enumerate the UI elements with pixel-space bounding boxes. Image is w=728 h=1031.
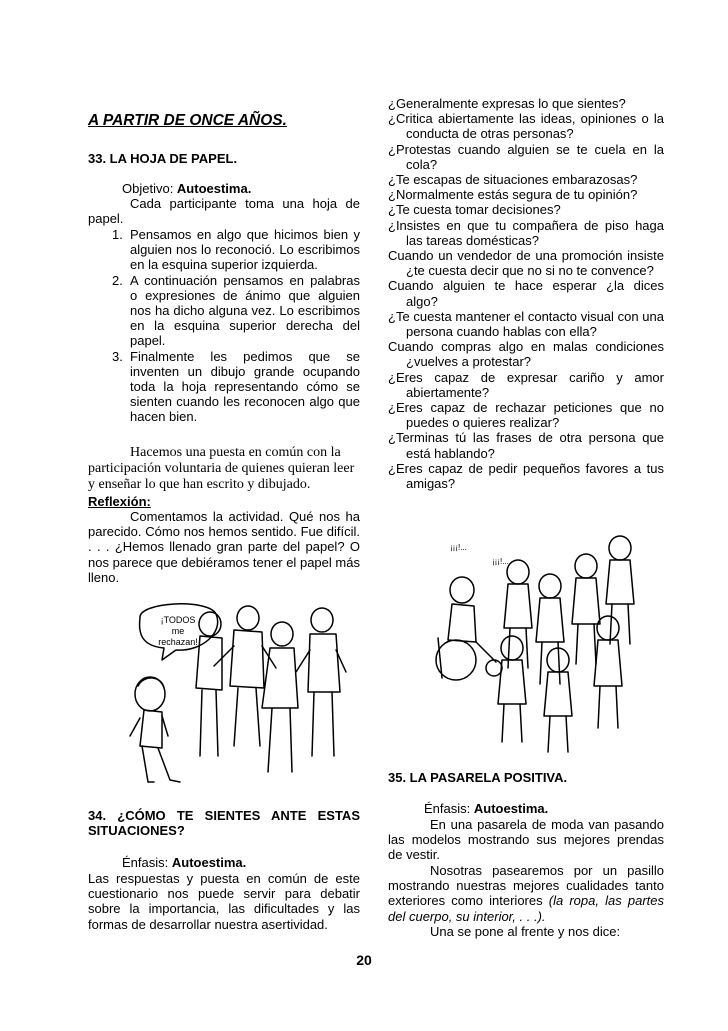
step-text: Pensamos en algo que hicimos bien y alguien nos lo reconoció. Lo escribimos en la esquina superior izquierda. bbox=[130, 227, 360, 273]
step-item bbox=[88, 273, 360, 349]
activity-35-p2 bbox=[388, 863, 664, 924]
step-number: 2. bbox=[112, 272, 123, 288]
question-item: ¿Terminas tú las frases de otra persona que está hablando? bbox=[388, 430, 664, 461]
reflection-label: Reflexión: bbox=[88, 494, 151, 509]
emphasis-value: Autoestima. bbox=[473, 801, 549, 816]
exclamation-2: ¡¡¡!... bbox=[492, 557, 509, 566]
activity-34-text: Las respuestas y puesta en común de este cuestionario nos puede servir para debatir sobre la importancia, las dificultades y las formas de desarrollar nuestra asertividad. bbox=[88, 871, 360, 932]
activity-35-p3: Una se pone al frente y nos dice: bbox=[430, 924, 621, 939]
speech-line-2: me bbox=[171, 626, 185, 636]
activity-35-p2-text: Nosotras pasearemos por un pasillo mostrando nuestras mejores cualidades tanto exteriores como interiores bbox=[388, 863, 664, 909]
activity-35-p2-italic: (la ropa, las partes del cuerpo, su interior, . . .). bbox=[388, 893, 664, 924]
question-item: ¿Eres capaz de pedir pequeños favores a tus amigas? bbox=[388, 460, 664, 492]
emphasis-line-35 bbox=[424, 801, 548, 816]
activity-33-closing: Hacemos una puesta en común con la participación voluntaria de quienes quieran leer y enseñar lo que han escrito y dibujado. bbox=[88, 445, 355, 493]
activity-35-p1: En una pasarela de moda van pasando las modelos mostrando sus mejores prendas de vestir. bbox=[388, 817, 664, 863]
speech-line-1: ¡TODOS bbox=[160, 615, 196, 625]
step-item bbox=[88, 227, 360, 273]
objective-value: Autoestima. bbox=[176, 181, 252, 196]
children-group-illustration bbox=[400, 528, 660, 760]
page-number: 20 bbox=[356, 952, 372, 968]
activity-33-intro: Cada participante toma una hoja de papel. bbox=[88, 196, 360, 227]
emphasis-value: Autoestima. bbox=[171, 855, 247, 870]
exclamation-1: ¡¡¡!... bbox=[450, 543, 467, 552]
step-text: A continuación pensamos en palabras o expresiones de ánimo que alguien nos ha dicho alguna vez. Lo escribimos en la esquina superior derecha del papel. bbox=[130, 272, 360, 349]
step-number: 3. bbox=[112, 348, 123, 364]
rejected-boy-illustration bbox=[118, 596, 348, 796]
question-item: Cuando un vendedor de una promoción insiste ¿te cuesta decir que no si no te convence? bbox=[388, 248, 664, 279]
activity-33-title: 33. LA HOJA DE PAPEL. bbox=[88, 151, 238, 166]
question-item: ¿Te escapas de situaciones embarazosas? bbox=[388, 172, 638, 188]
questionnaire-list bbox=[388, 96, 664, 491]
step-text: Finalmente les pedimos que se inventen un dibujo grande ocupando toda la hoja representando cómo se sienten cuando les reconocen algo que hacen bien. bbox=[130, 348, 360, 425]
question-item: Cuando alguien te hace esperar ¿la dices algo? bbox=[388, 278, 664, 309]
speech-line-3: rechazan! bbox=[158, 637, 198, 647]
step-number: 1. bbox=[112, 227, 123, 242]
question-item: ¿Te cuesta mantener el contacto visual con una persona cuando hablas con ella? bbox=[388, 308, 664, 340]
reflection-text: Comentamos la actividad. Qué nos ha parecido. Cómo nos hemos sentido. Fue difícil. . . . ¿Hemos llenado gran parte del papel? O nos parece que debiéramos tener el papel más lleno. bbox=[88, 509, 360, 585]
step-item bbox=[88, 349, 360, 425]
question-item: ¿Insistes en que tu compañera de piso haga las tareas domésticas? bbox=[388, 217, 664, 248]
question-item: Cuando compras algo en malas condiciones ¿vuelves a protestar? bbox=[388, 339, 664, 370]
objective-line bbox=[122, 181, 251, 196]
question-item: ¿Normalmente estás segura de tu opinión? bbox=[388, 187, 638, 203]
question-item: ¿Eres capaz de rechazar peticiones que no puedes o quieres realizar? bbox=[388, 400, 664, 431]
activity-34-title: 34. ¿CÓMO TE SIENTES ANTE ESTAS SITUACIONES? bbox=[88, 808, 360, 839]
question-item: ¿Protestas cuando alguien se te cuela en la cola? bbox=[388, 141, 664, 172]
question-item: ¿Eres capaz de expresar cariño y amor abiertamente? bbox=[388, 369, 664, 400]
emphasis-line-34 bbox=[122, 855, 246, 870]
emphasis-label: Énfasis: bbox=[122, 855, 172, 870]
question-item: ¿Critica abiertamente las ideas, opiniones o la conducta de otras personas? bbox=[388, 111, 664, 142]
section-title: A PARTIR DE ONCE AÑOS. bbox=[88, 112, 287, 129]
question-item: ¿Te cuesta tomar decisiones? bbox=[388, 202, 561, 218]
objective-label: Objetivo: bbox=[122, 181, 177, 196]
activity-35-title: 35. LA PASARELA POSITIVA. bbox=[388, 770, 568, 785]
question-item: ¿Generalmente expresas lo que sientes? bbox=[388, 96, 626, 111]
steps-list bbox=[88, 227, 360, 425]
emphasis-label: Énfasis: bbox=[424, 801, 474, 816]
